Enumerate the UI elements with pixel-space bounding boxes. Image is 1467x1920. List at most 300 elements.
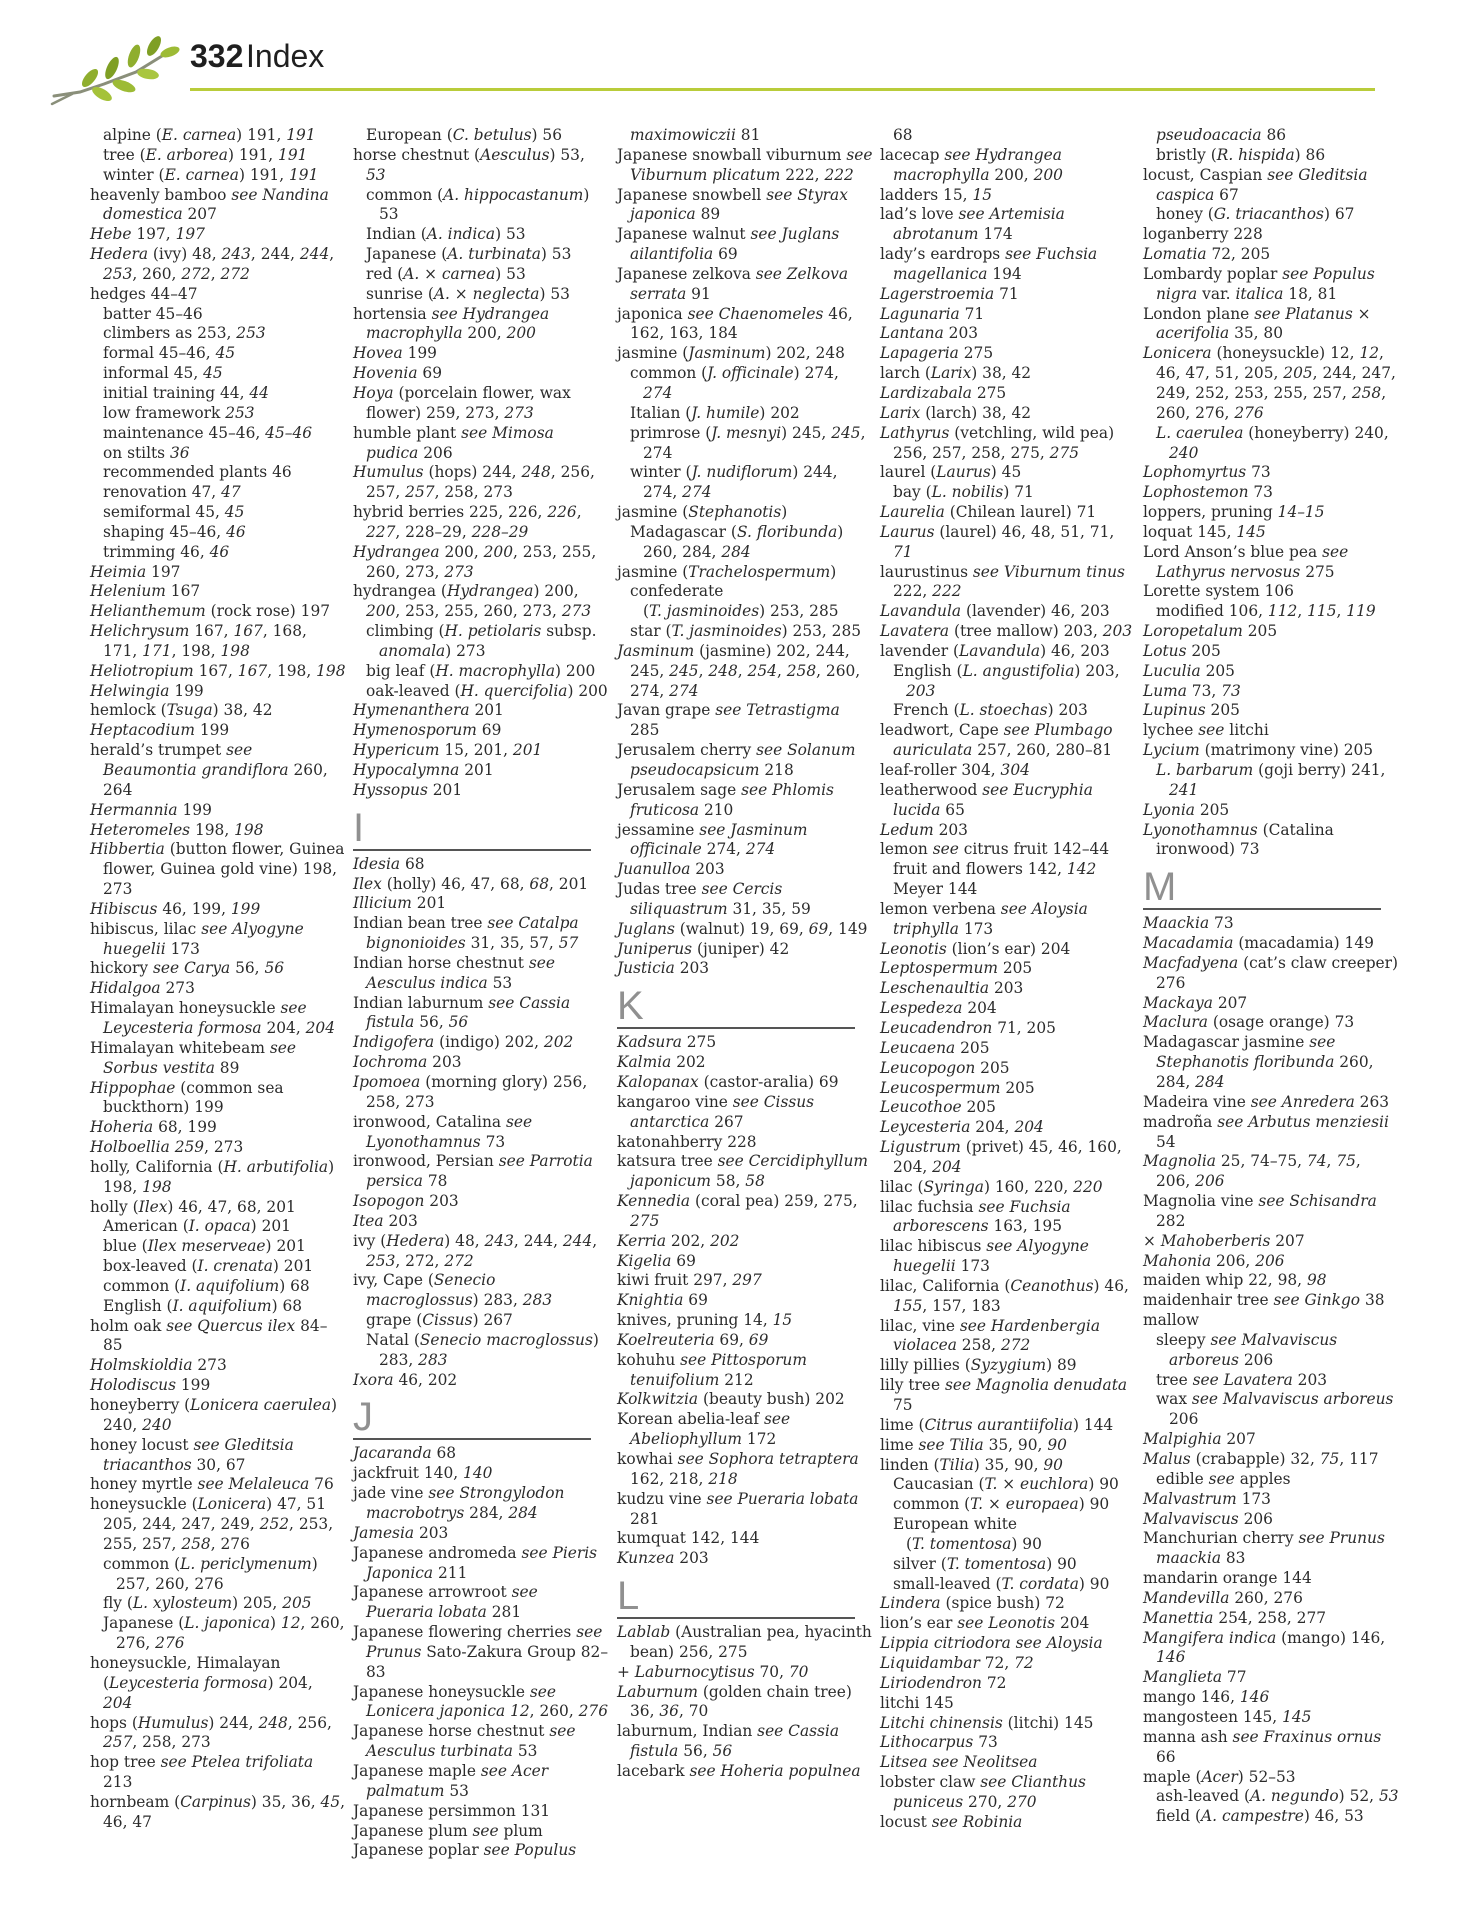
- index-subentry: initial training 44, 44: [103, 383, 269, 402]
- index-subentry: confederate: [630, 582, 724, 601]
- index-entry: Justicia 203: [617, 959, 710, 978]
- index-entry: Japanese walnut see Juglans ailantifolia 69: [617, 225, 840, 264]
- index-subentry: Meyer 144: [893, 880, 978, 899]
- index-entry: holly, California (H. arbutifolia) 198, 198: [90, 1157, 335, 1196]
- index-entry: Leucothoe 205: [880, 1098, 996, 1117]
- index-entry: Malus (crabapple) 32, 75, 117: [1143, 1450, 1379, 1468]
- index-subentry: Madagascar (S. floribunda) 260, 284, 284: [630, 522, 844, 561]
- index-subentry: (T. jasminoides) 253, 285: [643, 602, 839, 621]
- index-entry: honeyberry (Lonicera caerulea) 240, 240: [90, 1396, 338, 1434]
- index-entry: lobster claw see Clianthus puniceus 270, 270: [880, 1773, 1086, 1811]
- index-subentry: batter 45–46: [103, 304, 203, 323]
- index-entry: Mandevilla 260, 276: [1143, 1588, 1303, 1607]
- index-entry: Japanese zelkova see Zelkova serrata 91: [617, 264, 848, 303]
- index-entry: Lonicera (honeysuckle) 12, 12, 46, 47, 51, 205, 205, 244, 247, 249, 252, 253, 255, 257, 258, 260, 276, 276: [1143, 344, 1396, 422]
- index-subentry: L. barbarum (goji berry) 241, 241: [1156, 761, 1386, 799]
- index-entry: Magnolia vine see Schisandra 282: [1143, 1192, 1377, 1230]
- index-subentry: oak-leaved (H. quercifolia) 200: [366, 681, 608, 700]
- index-subentry: recommended plants 46: [103, 463, 292, 482]
- index-subentry: maintenance 45–46, 45–46: [103, 423, 313, 442]
- index-entry: larch (Larix) 38, 42: [880, 364, 1032, 383]
- index-entry: Lorette system 106: [1143, 582, 1294, 601]
- index-subentry: winter (J. nudiflorum) 244, 274, 274: [630, 463, 838, 502]
- index-column-1: [90, 126, 346, 1833]
- index-entry: Indian horse chestnut see Aesculus indica 53: [353, 953, 555, 992]
- index-entry: Hymenosporum 69: [353, 721, 502, 740]
- index-subentry: grape (Cissus) 267: [366, 1311, 513, 1330]
- index-entry: Manglieta 77: [1143, 1668, 1247, 1687]
- index-entry: jasmine (Jasminum) 202, 248: [617, 344, 845, 363]
- index-entry: Heteromeles 198, 198: [90, 820, 264, 839]
- index-entry: Madeira vine see Anredera 263: [1143, 1092, 1390, 1111]
- index-subentry: common (A. hippocastanum) 53: [366, 185, 590, 224]
- index-entry: heavenly bamboo see Nandina domestica 207: [90, 185, 329, 224]
- index-subentry: alpine (E. carnea) 191, 191: [103, 126, 316, 144]
- index-entry: hemlock (Tsuga) 38, 42: [90, 701, 273, 720]
- index-entry: katsura tree see Cercidiphyllum japonicum 58, 58: [617, 1152, 868, 1191]
- index-entry: mandarin orange 144: [1143, 1569, 1312, 1588]
- index-entry: Lyonothamnus (Catalina ironwood) 73: [1143, 820, 1334, 859]
- index-entry: Leschenaultia 203: [880, 979, 1024, 998]
- index-subentry: common (L. periclymenum) 257, 260, 276: [103, 1554, 318, 1593]
- index-subentry: semiformal 45, 45: [103, 503, 245, 522]
- index-subentry: English (L. angustifolia) 203, 203: [893, 661, 1120, 700]
- index-entry: Hoheria 68, 199: [90, 1118, 217, 1137]
- index-entry: ironwood, Persian see Parrotia persica 78: [353, 1152, 593, 1191]
- index-entry: Ixora 46, 202: [353, 1370, 458, 1389]
- index-entry: Litchi chinensis (litchi) 145: [880, 1713, 1094, 1732]
- index-entry: lion’s ear see Leonotis 204: [880, 1614, 1090, 1633]
- index-entry: knives, pruning 14, 15: [617, 1311, 793, 1330]
- index-entry: Indian laburnum see Cassia fistula 56, 56: [353, 993, 571, 1032]
- index-entry: Holmskioldia 273: [90, 1356, 227, 1375]
- index-subentry: bristly (R. hispida) 86: [1156, 145, 1326, 164]
- index-entry: Javan grape see Tetrastigma 285: [617, 701, 840, 740]
- leaf-sprig-icon: [50, 34, 190, 110]
- index-entry: Helenium 167: [90, 582, 201, 601]
- index-entry: Lablab (Australian pea, hyacinth bean) 256, 275: [617, 1623, 872, 1661]
- index-subentry: star (T. jasminoides) 253, 285: [630, 622, 862, 641]
- index-entry: Manchurian cherry see Prunus maackia 83: [1143, 1529, 1385, 1568]
- index-entry: Laburnum (golden chain tree) 36, 36, 70: [617, 1682, 852, 1721]
- index-entry: Lathyrus (vetchling, wild pea) 256, 257, 258, 275, 275: [880, 423, 1115, 462]
- section-letter: M: [1143, 865, 1177, 910]
- index-subentry: bay (L. nobilis) 71: [893, 483, 1034, 502]
- index-entry: lavender (Lavandula) 46, 203: [880, 641, 1110, 660]
- index-entry: katonahberry 228: [617, 1132, 757, 1151]
- index-entry: Luma 73, 73: [1143, 681, 1241, 700]
- index-entry: Himalayan honeysuckle see Leycesteria formosa 204, 204: [90, 999, 335, 1037]
- index-entry: Koelreuteria 69, 69: [617, 1330, 769, 1349]
- index-entry: Lotus 205: [1143, 641, 1221, 660]
- section-rule: [353, 849, 591, 851]
- index-entry: lime see Tilia 35, 90, 90: [880, 1435, 1067, 1454]
- index-subentry: Natal (Senecio macroglossus) 283, 283: [366, 1330, 599, 1369]
- index-subentry: Japanese (A. turbinata) 53: [366, 245, 572, 264]
- index-entry: maiden whip 22, 98, 98: [1143, 1271, 1327, 1290]
- index-entry: lilac fuchsia see Fuchsia arborescens 163, 195: [880, 1197, 1071, 1236]
- index-entry: Litsea see Neolitsea: [880, 1753, 1038, 1772]
- index-entry: laurel (Laurus) 45: [880, 463, 1022, 482]
- index-entry: Korean abelia-leaf see Abeliophyllum 172: [617, 1410, 791, 1449]
- page-header: [0, 0, 1467, 100]
- index-entry: Lardizabala 275: [880, 383, 1007, 402]
- index-subentry: ash-leaved (A. negundo) 52, 53: [1156, 1787, 1399, 1806]
- index-subentry: shaping 45–46, 46: [103, 522, 246, 541]
- index-subentry: fruit and flowers 142, 142: [893, 860, 1097, 879]
- index-subentry: English (I. aquifolium) 68: [103, 1296, 303, 1315]
- index-entry: Lyonia 205: [1143, 800, 1230, 819]
- index-entry: Hypericum 15, 201, 201: [353, 741, 543, 760]
- index-entry: lemon see citrus fruit 142–44: [880, 840, 1110, 859]
- index-subentry: 68: [893, 126, 913, 144]
- index-entry: + Laburnocytisus 70, 70: [617, 1662, 809, 1681]
- index-entry: Japanese andromeda see Pieris Japonica 211: [353, 1543, 598, 1582]
- index-subentry: European white: [893, 1515, 1018, 1534]
- index-entry: jade vine see Strongylodon macrobotrys 284, 284: [353, 1484, 565, 1522]
- index-entry: Luculia 205: [1143, 661, 1235, 680]
- index-entry: Illicium 201: [353, 894, 447, 913]
- section-letter: I: [353, 805, 365, 850]
- index-subentry: pseudoacacia 86: [1156, 126, 1287, 144]
- index-entry: litchi 145: [880, 1693, 954, 1712]
- index-entry: Hidalgoa 273: [90, 979, 195, 998]
- index-entry: Helwingia 199: [90, 681, 204, 700]
- index-subentry: climbers as 253, 253: [103, 324, 266, 343]
- index-entry: lilly pillies (Syzygium) 89: [880, 1356, 1077, 1375]
- index-entry: Hymenanthera 201: [353, 701, 504, 720]
- index-entry: kohuhu see Pittosporum tenuifolium 212: [617, 1350, 807, 1389]
- index-entry: ironwood, Catalina see Lyonothamnus 73: [353, 1112, 533, 1151]
- index-entry: Helianthemum (rock rose) 197: [90, 602, 331, 621]
- index-entry: Lantana 203: [880, 324, 979, 343]
- index-entry: Maclura (osage orange) 73: [1143, 1013, 1355, 1032]
- index-entry: Lespedeza 204: [880, 999, 997, 1018]
- index-subentry: modified 106, 112, 115, 119: [1156, 602, 1376, 621]
- index-entry: × Mahoberberis 207: [1143, 1231, 1305, 1250]
- index-entry: Maackia 73: [1143, 914, 1234, 933]
- index-entry: Idesia 68: [353, 854, 425, 873]
- index-entry: Lavandula (lavender) 46, 203: [880, 602, 1110, 621]
- section-letter: J: [353, 1395, 373, 1440]
- index-entry: Hyssopus 201: [353, 780, 463, 799]
- section-rule: [617, 1027, 855, 1029]
- index-entry: kudzu vine see Pueraria lobata 281: [617, 1489, 859, 1528]
- index-entry: jessamine see Jasminum officinale 274, 274: [617, 820, 808, 859]
- index-subentry: primrose (J. mesnyi) 245, 245, 274: [630, 423, 866, 462]
- index-entry: lacecap see Hydrangea macrophylla 200, 200: [880, 145, 1063, 184]
- index-entry: humble plant see Mimosa pudica 206: [353, 423, 554, 462]
- index-column-3: [617, 126, 873, 1782]
- index-entry: Jerusalem cherry see Solanum pseudocapsicum 218: [617, 741, 856, 779]
- index-entry: lime (Citrus aurantiifolia) 144: [880, 1415, 1114, 1434]
- index-subentry: European (C. betulus) 56: [366, 126, 563, 144]
- index-entry: honey locust see Gleditsia triacanthos 30, 67: [90, 1435, 294, 1474]
- index-entry: Hebe 197, 197: [90, 225, 205, 244]
- index-subentry: tree (E. arborea) 191, 191: [103, 145, 308, 164]
- index-entry: Kadsura 275: [617, 1033, 717, 1052]
- index-subentry: on stilts 36: [103, 443, 190, 462]
- index-entry: hydrangea (Hydrangea) 200, 200, 253, 255, 260, 273, 273: [353, 582, 592, 621]
- index-entry: Holboellia 259, 273: [90, 1138, 244, 1157]
- index-subentry: renovation 47, 47: [103, 483, 241, 502]
- index-entry: Manettia 254, 258, 277: [1143, 1608, 1327, 1627]
- index-entry: Lomatia 72, 205: [1143, 245, 1271, 264]
- index-subentry: winter (E. carnea) 191, 191: [103, 165, 319, 184]
- index-subentry: fly (L. xylosteum) 205, 205: [103, 1594, 312, 1613]
- index-entry: Macadamia (macadamia) 149: [1143, 934, 1374, 953]
- index-entry: Kennedia (coral pea) 259, 275, 275: [617, 1192, 858, 1230]
- index-entry: kiwi fruit 297, 297: [617, 1271, 762, 1290]
- index-subentry: sunrise (A. × neglecta) 53: [366, 284, 570, 303]
- index-entry: Ilex (holly) 46, 47, 68, 68, 201: [353, 874, 589, 893]
- index-entry: Heimia 197: [90, 562, 181, 581]
- index-entry: Leycesteria 204, 204: [880, 1118, 1044, 1137]
- index-entry: Hippophae (common sea buckthorn) 199: [90, 1078, 284, 1117]
- index-entry: Liquidambar 72, 72: [880, 1653, 1034, 1672]
- index-subentry: Indian (A. indica) 53: [366, 225, 526, 244]
- index-entry: Larix (larch) 38, 42: [880, 403, 1032, 422]
- section-rule: [617, 1617, 855, 1619]
- index-entry: Indigofera (indigo) 202, 202: [353, 1033, 574, 1052]
- index-subentry: common (I. aquifolium) 68: [103, 1276, 310, 1295]
- index-entry: Heptacodium 199: [90, 721, 230, 740]
- index-entry: Japanese snowbell see Styrax japonica 89: [617, 185, 848, 224]
- index-entry: Lophomyrtus 73: [1143, 463, 1271, 482]
- index-entry: loquat 145, 145: [1143, 522, 1266, 541]
- index-entry: honeysuckle, Himalayan (Leycesteria formosa) 204, 204: [90, 1653, 313, 1712]
- section-letter: L: [617, 1574, 640, 1619]
- index-entry: kowhai see Sophora tetraptera 162, 218, 218: [617, 1450, 859, 1488]
- index-entry: Indian bean tree see Catalpa bignonioides 31, 35, 57, 57: [353, 914, 579, 953]
- index-entry: hickory see Carya 56, 56: [90, 959, 285, 978]
- index-column-5: [1143, 126, 1399, 1827]
- index-entry: Humulus (hops) 244, 248, 256, 257, 257, 258, 273: [353, 463, 595, 502]
- index-entry: holly (Ilex) 46, 47, 68, 201: [90, 1197, 296, 1216]
- index-entry: Laurelia (Chilean laurel) 71: [880, 503, 1097, 522]
- index-entry: Japanese poplar see Populus: [353, 1841, 577, 1860]
- index-subentry: (T. tomentosa) 90: [906, 1534, 1042, 1553]
- index-entry: Hoya (porcelain flower, wax flower) 259, 273, 273: [353, 383, 571, 422]
- index-subentry: formal 45–46, 45: [103, 344, 236, 363]
- section-rule: [1143, 908, 1381, 910]
- index-subentry: edible see apples: [1156, 1469, 1291, 1488]
- index-entry: Lophostemon 73: [1143, 483, 1273, 502]
- index-entry: Jamesia 203: [353, 1523, 449, 1542]
- index-subentry: silver (T. tomentosa) 90: [893, 1554, 1077, 1573]
- index-entry: honey myrtle see Melaleuca 76: [90, 1475, 334, 1494]
- index-entry: Mangifera indica (mango) 146, 146: [1143, 1628, 1386, 1667]
- index-entry: Ipomoea (morning glory) 256, 258, 273: [353, 1072, 588, 1111]
- index-entry: leaf-roller 304, 304: [880, 761, 1030, 779]
- index-entry: Juanulloa 203: [617, 860, 725, 879]
- index-entry: Leucospermum 205: [880, 1078, 1035, 1097]
- index-subentry: common (T. × europaea) 90: [893, 1495, 1110, 1514]
- index-entry: lemon verbena see Aloysia triphylla 173: [880, 899, 1088, 938]
- index-entry: Juniperus (juniper) 42: [617, 939, 790, 958]
- page-title: Index: [246, 38, 325, 74]
- index-entry: Jerusalem sage see Phlomis fruticosa 210: [617, 780, 834, 819]
- index-entry: Laurus (laurel) 46, 48, 51, 71, 71: [880, 522, 1115, 561]
- index-entry: Kalopanax (castor-aralia) 69: [617, 1072, 839, 1091]
- header-rule: [190, 88, 1375, 91]
- index-subentry: climbing (H. petiolaris subsp. anomala) 273: [366, 622, 597, 660]
- index-entry: Liriodendron 72: [880, 1673, 1007, 1692]
- index-subentry: L. caerulea (honeyberry) 240, 240: [1156, 423, 1389, 462]
- index-entry: lady’s eardrops see Fuchsia magellanica 194: [880, 245, 1098, 283]
- index-entry: ivy, Cape (Senecio macroglossus) 283, 283: [353, 1271, 553, 1310]
- index-subentry: informal 45, 45: [103, 364, 223, 383]
- index-subentry: Caucasian (T. × euchlora) 90: [893, 1475, 1119, 1494]
- index-entry: Hibbertia (button flower, Guinea flower, Guinea gold vine) 198, 273: [90, 840, 345, 899]
- index-entry: Hermannia 199: [90, 800, 212, 819]
- index-entry: Hedera (ivy) 48, 243, 244, 244, 253, 260, 272, 272: [90, 245, 335, 283]
- index-entry: Lupinus 205: [1143, 701, 1240, 720]
- index-subentry: Italian (J. humile) 202: [630, 403, 800, 422]
- index-entry: lychee see litchi: [1143, 721, 1269, 740]
- page-number: 332: [190, 38, 244, 74]
- index-entry: hybrid berries 225, 226, 226, 227, 228–29, 228–29: [353, 503, 582, 541]
- index-entry: mallow: [1143, 1311, 1200, 1330]
- index-entry: jasmine (Trachelospermum): [617, 562, 837, 581]
- index-entry: hop tree see Ptelea trifoliata 213: [90, 1753, 314, 1792]
- index-entry: Jasminum (jasmine) 202, 244, 245, 245, 248, 254, 258, 260, 274, 274: [617, 641, 861, 700]
- index-entry: Lippia citriodora see Aloysia: [880, 1634, 1103, 1653]
- index-subentry: Japanese (L. japonica) 12, 260, 276, 276: [103, 1614, 345, 1653]
- index-subentry: small-leaved (T. cordata) 90: [893, 1574, 1110, 1593]
- index-entry: Lord Anson’s blue pea see Lathyrus nervosus 275: [1143, 542, 1349, 581]
- index-entry: Kerria 202, 202: [617, 1231, 740, 1250]
- index-entry: jackfruit 140, 140: [353, 1464, 493, 1483]
- index-entry: Iochroma 203: [353, 1053, 462, 1072]
- index-entry: Leonotis (lion’s ear) 204: [880, 939, 1071, 958]
- index-entry: Lavatera (tree mallow) 203, 203: [880, 622, 1133, 641]
- index-entry: Leucaena 205: [880, 1038, 990, 1057]
- index-entry: Japanese maple see Acer palmatum 53: [353, 1761, 549, 1800]
- index-entry: Jacaranda 68: [353, 1444, 457, 1463]
- index-subentry: tree see Lavatera 203: [1156, 1370, 1328, 1389]
- index-entry: Ledum 203: [880, 820, 968, 839]
- index-entry: Knightia 69: [617, 1291, 708, 1310]
- index-entry: Mahonia 206, 206: [1143, 1251, 1285, 1270]
- index-entry: lacebark see Hoheria populnea: [617, 1761, 861, 1780]
- index-subentry: red (A. × carnea) 53: [366, 264, 526, 283]
- index-entry: Lycium (matrimony vine) 205: [1143, 741, 1374, 760]
- index-entry: honeysuckle (Lonicera) 47, 51 205, 244, 247, 249, 252, 253, 255, 257, 258, 276: [90, 1495, 334, 1553]
- index-entry: ladders 15, 15: [880, 185, 993, 204]
- index-entry: Kalmia 202: [617, 1053, 706, 1072]
- index-entry: loppers, pruning 14–15: [1143, 503, 1325, 522]
- index-entry: Japanese plum see plum: [353, 1821, 543, 1840]
- index-entry: Japanese honeysuckle see Lonicera japonica 12, 260, 276: [353, 1682, 609, 1721]
- index-entry: hortensia see Hydrangea macrophylla 200, 200: [353, 304, 550, 343]
- index-entry: locust see Robinia: [880, 1812, 1023, 1831]
- index-entry: Hovea 199: [353, 344, 437, 363]
- index-subentry: maximowiczii 81: [630, 126, 761, 144]
- index-subentry: blue (Ilex meserveae) 201: [103, 1237, 306, 1256]
- index-entry: Japanese horse chestnut see Aesculus turbinata 53: [353, 1722, 576, 1761]
- index-entry: Holodiscus 199: [90, 1376, 211, 1395]
- index-entry: Malpighia 207: [1143, 1430, 1256, 1449]
- index-entry: Japanese persimmon 131: [353, 1801, 551, 1820]
- index-entry: Hibiscus 46, 199, 199: [90, 899, 261, 918]
- index-entry: Ligustrum (privet) 45, 46, 160, 204, 204: [880, 1138, 1122, 1176]
- index-entry: Heliotropium 167, 167, 198, 198: [90, 661, 346, 680]
- index-entry: Lapageria 275: [880, 344, 994, 363]
- index-entry: London plane see Platanus × acerifolia 35, 80: [1143, 304, 1371, 343]
- index-entry: maple (Acer) 52–53: [1143, 1767, 1296, 1786]
- index-entry: Magnolia 25, 74–75, 74, 75, 206, 206: [1143, 1152, 1361, 1191]
- index-column-4: [880, 126, 1136, 1833]
- index-entry: lily tree see Magnolia denudata 75: [880, 1376, 1128, 1414]
- index-subentry: big leaf (H. macrophylla) 200: [366, 661, 596, 680]
- index-entry: locust, Caspian see Gleditsia caspica 67: [1143, 165, 1368, 204]
- index-entry: Lagerstroemia 71: [880, 284, 1019, 303]
- index-subentry: low framework 253: [103, 403, 255, 422]
- index-entry: Hydrangea 200, 200, 253, 255, 260, 273, 273: [353, 542, 597, 581]
- index-subentry: field (A. campestre) 46, 53: [1156, 1807, 1364, 1826]
- index-entry: Leucadendron 71, 205: [880, 1018, 1056, 1037]
- index-entry: Japanese snowball viburnum see Viburnum plicatum 222, 222: [617, 145, 873, 184]
- index-entry: Judas tree see Cercis siliquastrum 31, 35, 59: [617, 880, 811, 918]
- index-subentry: sleepy see Malvaviscus arboreus 206: [1156, 1330, 1338, 1369]
- index-entry: Lombardy poplar see Populus nigra var. italica 18, 81: [1143, 264, 1375, 303]
- index-subentry: French (L. stoechas) 203: [893, 701, 1088, 720]
- index-subentry: wax see Malvaviscus arboreus 206: [1156, 1390, 1394, 1429]
- section-rule: [353, 1438, 591, 1440]
- index-column-2: [353, 126, 609, 1861]
- index-entry: mango 146, 146: [1143, 1688, 1270, 1707]
- index-entry: Leucopogon 205: [880, 1058, 1010, 1077]
- index-entry: mangosteen 145, 145: [1143, 1707, 1312, 1726]
- index-subentry: American (I. opaca) 201: [103, 1217, 291, 1236]
- index-entry: hops (Humulus) 244, 248, 256, 257, 258, 273: [90, 1713, 332, 1752]
- index-entry: hornbeam (Carpinus) 35, 36, 45, 46, 47: [90, 1792, 346, 1831]
- index-entry: Himalayan whitebeam see Sorbus vestita 89: [90, 1038, 296, 1077]
- index-entry: Malvaviscus 206: [1143, 1509, 1273, 1528]
- index-entry: leatherwood see Eucryphia lucida 65: [880, 780, 1093, 819]
- index-entry: Japanese arrowroot see Pueraria lobata 281: [353, 1583, 538, 1622]
- index-entry: hedges 44–47: [90, 284, 198, 303]
- index-entry: kangaroo vine see Cissus antarctica 267: [617, 1092, 815, 1131]
- index-entry: Hypocalymna 201: [353, 761, 494, 779]
- index-entry: Helichrysum 167, 167, 168, 171, 171, 198, 198: [90, 622, 307, 660]
- index-entry: Hovenia 69: [353, 364, 442, 383]
- index-entry: Kigelia 69: [617, 1251, 696, 1270]
- index-entry: Lindera (spice bush) 72: [880, 1594, 1065, 1613]
- index-entry: laburnum, Indian see Cassia fistula 56, 56: [617, 1722, 840, 1761]
- index-entry: horse chestnut (Aesculus) 53, 53: [353, 145, 585, 184]
- index-entry: ivy (Hedera) 48, 243, 244, 244, 253, 272, 272: [353, 1231, 598, 1270]
- index-entry: manna ash see Fraxinus ornus 66: [1143, 1727, 1382, 1766]
- index-entry: Itea 203: [353, 1211, 418, 1230]
- index-entry: Kunzea 203: [617, 1549, 709, 1568]
- index-entry: Mackaya 207: [1143, 993, 1248, 1012]
- index-entry: lilac hibiscus see Alyogyne huegelii 173: [880, 1237, 1089, 1276]
- index-entry: jasmine (Stephanotis): [617, 503, 788, 522]
- index-entry: maidenhair tree see Ginkgo 38: [1143, 1291, 1385, 1310]
- index-entry: laurustinus see Viburnum tinus 222, 222: [880, 562, 1125, 601]
- index-entry: Leptospermum 205: [880, 959, 1033, 978]
- index-entry: Lagunaria 71: [880, 304, 985, 323]
- index-entry: Macfadyena (cat’s claw creeper) 276: [1143, 953, 1399, 992]
- index-entry: hibiscus, lilac see Alyogyne huegelii 173: [90, 919, 304, 958]
- index-entry: lilac, vine see Hardenbergia violacea 258, 272: [880, 1316, 1100, 1355]
- index-entry: lilac, California (Ceanothus) 46, 155, 157, 183: [880, 1276, 1129, 1315]
- index-entry: madroña see Arbutus menziesii 54: [1143, 1112, 1389, 1151]
- section-letter: K: [617, 984, 644, 1029]
- index-entry: loganberry 228: [1143, 225, 1263, 244]
